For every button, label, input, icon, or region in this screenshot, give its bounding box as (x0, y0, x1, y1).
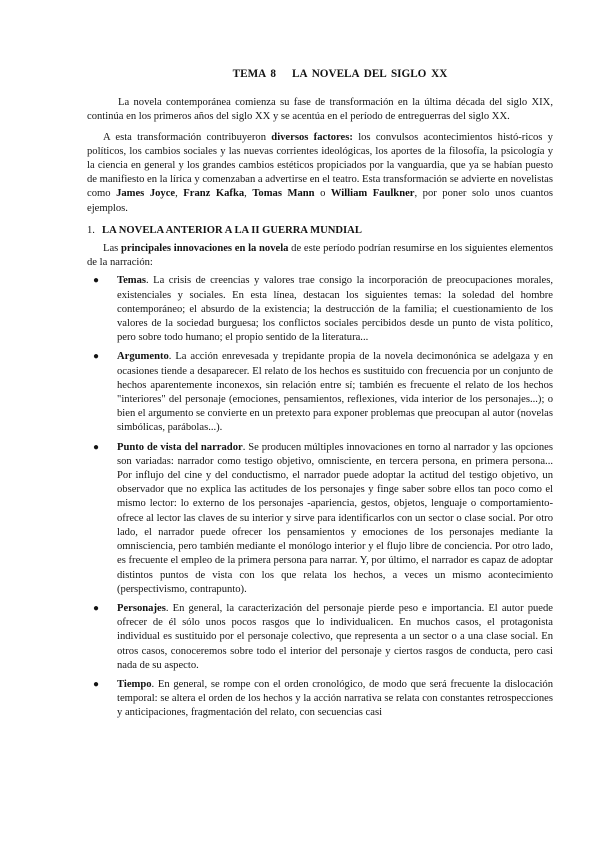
section-number: 1. (87, 224, 95, 236)
bullet-icon: ● (93, 351, 100, 363)
section-heading (87, 224, 553, 238)
topic-title: LA NOVELA DEL SIGLO XX (292, 68, 448, 80)
section-lead-paragraph: Las principales innovaciones en la novela de este período podrían resumirse en los siguientes elementos de la narración: (87, 243, 553, 269)
list-item-text: . En general, la caracterización del personaje pierde peso e importancia. El autor puede ofrecer de él sólo unos pocos rasgos que lo individualicen. En muchos casos, el protagonista individual es sustituido por el personaje colectivo, que representa a un sector o a una clase social. En otros casos, conoceremos sobre todo el interior del personaje y ciertos rasgos de conducta, pero casi nada de su aspecto. (117, 602, 553, 671)
list-item-term: Tiempo (117, 678, 152, 690)
list-item-temas (87, 274, 553, 345)
bullet-icon: ● (93, 275, 100, 287)
list-item-punto-de-vista (87, 441, 553, 597)
innovations-list (87, 274, 553, 720)
list-item-text: . En general, se rompe con el orden cronológico, de modo que será frecuente la dislocación temporal: se altera el orden de los hechos y la acción narrativa se relata con constantes retrospecciones y anticipaciones, fragmentación del relato, con secuencias casi (117, 678, 553, 719)
list-item-term: Punto de vista del narrador (117, 441, 243, 453)
list-item-term: Personajes (117, 602, 166, 614)
bullet-icon: ● (93, 678, 100, 690)
list-item-text: . Se producen múltiples innovaciones en torno al narrador y las opciones son variadas: narrador como testigo objetivo, omnisciente, en tercera persona, en primera persona... Por influjo del cine y del conductismo, el narrador puede adoptar la actitud del testigo objetivo, un observador que no explica las actitudes de los personajes y finge saber sobre ellos tan poco como el mismo lector: lo externo de los personajes -apariencia, gestos, objetos, lenguaje o comportamiento- ofrece al lector las claves de su interior y sirve para identificarlos con un sector o clase social. Por otro lado, el narrador puede ofrecer los pensamientos y emociones de los personajes mediante la omnisciencia, pero también mediante el monólogo interior y el flujo libre de conciencia. Por otro lado, es frecuente el empleo de la primera persona para narrar. Y, por último, el narrador es capaz de adoptar distintos puntos de vista con los que relata los hechos, a veces un mismo acontecimiento (perspectivismo, contrapunto). (117, 441, 553, 595)
list-item-term: Temas (117, 275, 147, 287)
factors-emphasis: diversos factores: (271, 131, 353, 143)
author-mann: Tomas Mann (252, 188, 315, 200)
factors-paragraph: A esta transformación contribuyeron diversos factores: los convulsos acontecimientos histó-ricos y políticos, los cambios sociales y las nuevas corrientes ideológicas, los aportes de la filosofía, la psicología y la ciencia en general y los grandes cambios estéticos propiciados por la vanguardia, que ya se habían puesto de manifiesto en la lírica y comenzaban a advertirse en el teatro. Esta transformación se advierte en novelistas como James Joyce, Franz Kafka, Tomas Mann o William Faulkner, por poner solo unos cuantos ejemplos. (87, 131, 554, 214)
bullet-icon: ● (93, 602, 100, 614)
author-kafka: Franz Kafka (183, 188, 245, 200)
list-item-text: . La acción enrevesada y trepidante propia de la novela decimonónica se adelgaza y en ocasiones tiende a desaparecer. El relato de los hechos es sustituido con frecuencia por un conjunto de hechos aparentemente inconexos, sin relación entre sí; también es frecuente el relato de los hechos "interiores" del personaje (emociones, pensamientos, reflexiones, vida interior de los personajes...); o bien el argumento se convierte en un pretexto para exponer problemas que preocupan al autor (novelas simbólicas, parábolas...). (117, 351, 553, 434)
list-item-tiempo (87, 678, 553, 721)
section-title: LA NOVELA ANTERIOR A LA II GUERRA MUNDIAL (102, 224, 362, 236)
innovations-emphasis: principales innovaciones en la novela (121, 243, 289, 255)
page-title (127, 67, 553, 81)
list-item-term: Argumento (117, 351, 169, 363)
list-item-text: . La crisis de creencias y valores trae consigo la incorporación de preocupaciones morales, existenciales y sociales. En esta línea, destacan los siguientes temas: la soledad del hombre contemporáneo; el absurdo de la existencia; la destrucción de la familia; el cuestionamiento de los valores de la sociedad burguesa; los conflictos sociales percibidos desde un punto de vista político, pero sobre todo humano; el propio sentido de la literatura... (117, 275, 553, 344)
author-joyce: James Joyce (116, 188, 176, 200)
list-item-argumento (87, 350, 553, 435)
intro-paragraph: La novela contemporánea comienza su fase de transformación en la última década del siglo XIX, continúa en los primeros años del siglo XX y se acentúa en el período de entreguerras del siglo XX. (87, 97, 553, 123)
bullet-icon: ● (93, 441, 100, 453)
topic-number: TEMA 8 (232, 68, 276, 80)
author-faulkner: William Faulkner (330, 188, 415, 200)
list-item-personajes (87, 602, 553, 673)
